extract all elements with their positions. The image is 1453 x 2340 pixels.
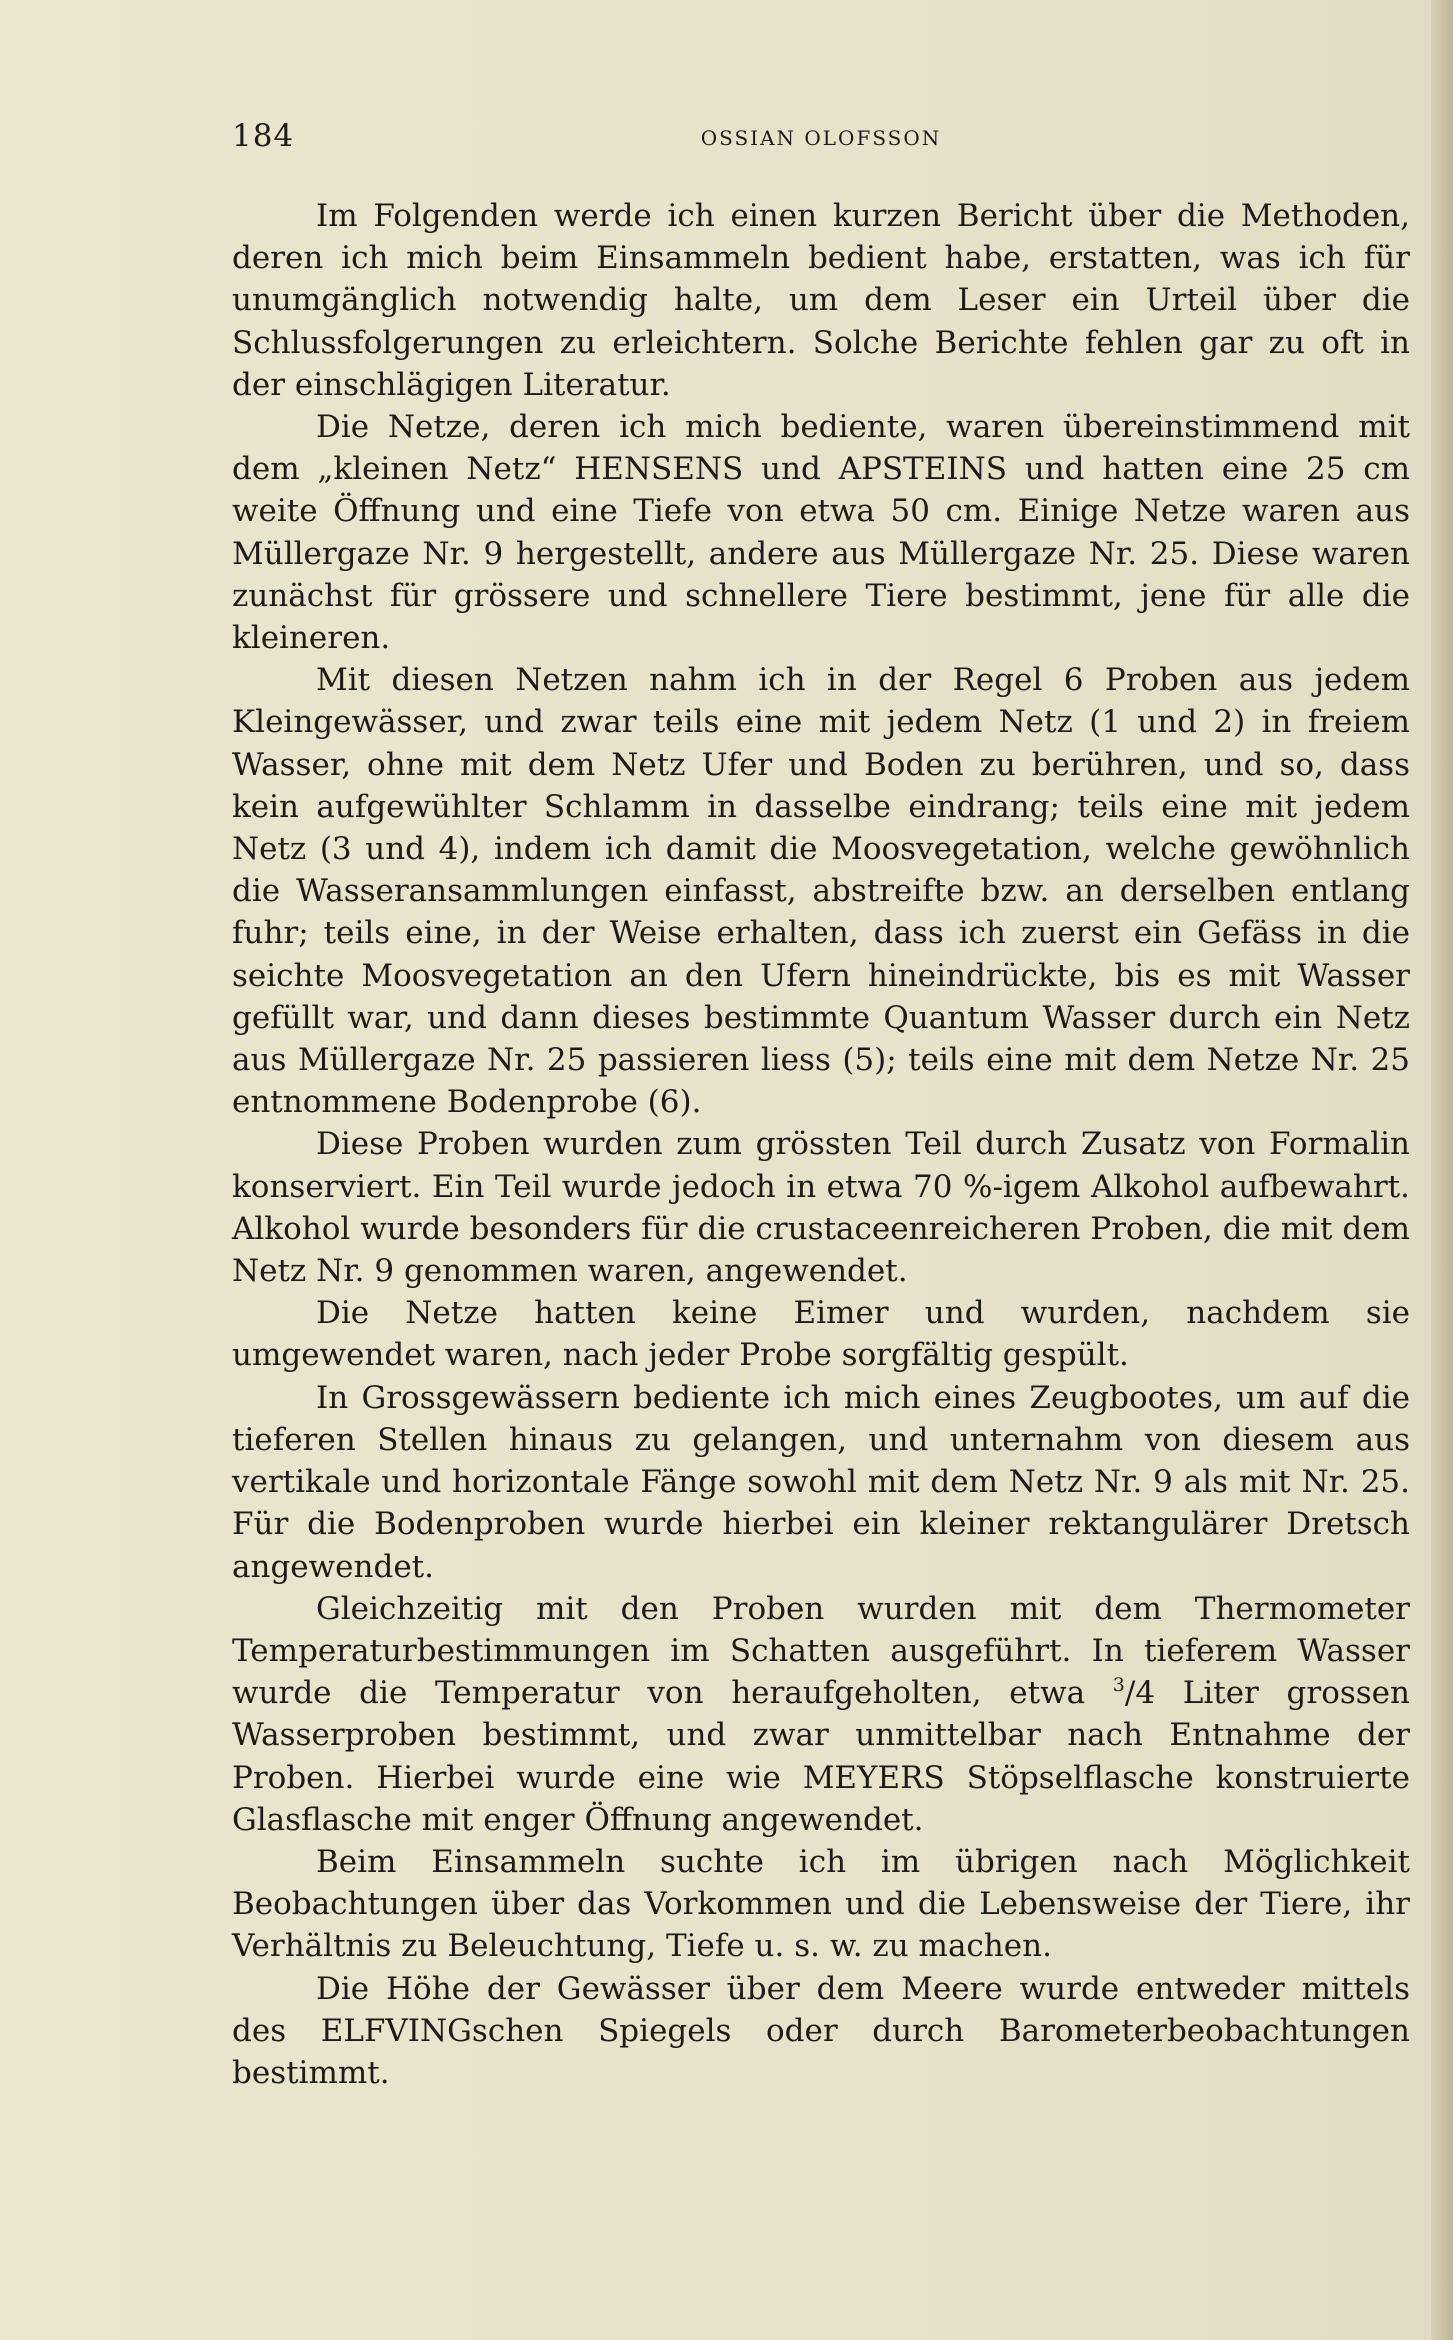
page-edge-shadow — [1431, 0, 1453, 2340]
paragraph-large-waters: In Grossgewässern bediente ich mich eines Zeugbootes, um auf die tieferen Stellen hinaus zu gelangen, und unternahm von diesem aus vertikale und horizontale Fänge sowohl mit dem Netz Nr. 9 als mit Nr. 25. Für die Bodenproben wurde hierbei ein kleiner rektangulärer Dretsch angewendet. — [232, 1379, 1410, 1585]
page-header — [232, 118, 1410, 158]
page-number: 184 — [232, 118, 295, 154]
paragraph-sampling: Mit diesen Netzen nahm ich in der Regel 6 Proben aus jedem Kleingewässer, und zwar teils eine mit jedem Netz (1 und 2) in freiem Wasser, ohne mit dem Netz Ufer und Boden zu berühren, und so, dass kein aufgewühlter Schlamm in dasselbe eindrang; teils eine mit jedem Netz (3 und 4), indem ich damit die Moosvegetation, welche gewöhnlich die Wasseransammlungen einfasst, abstreifte bzw. an derselben entlang fuhr; teils eine, in der Weise erhalten, dass ich zuerst ein Gefäss in die seichte Moosvegetation an den Ufern hineindrückte, bis es mit Wasser gefüllt war, und dann dieses bestimmte Quantum Wasser durch ein Netz aus Müllergaze Nr. 25 passieren liess (5); teils eine mit dem Netze Nr. 25 entnommene Bodenprobe (6). — [232, 662, 1410, 1121]
paragraph-intro: Im Folgenden werde ich einen kurzen Bericht über die Methoden, deren ich mich beim Einsammeln bedient habe, erstatten, was ich für unumgänglich notwendig halte, um dem Leser ein Urteil über die Schlussfolgerungen zu erleichtern. Solche Berichte fehlen gar zu oft in der einschlägigen Literatur. — [232, 198, 1410, 403]
paragraph-rinsing: Die Netze hatten keine Eimer und wurden, nachdem sie umgewendet waren, nach jeder Probe sorgfältig gespült. — [232, 1295, 1410, 1374]
running-title: OSSIAN OLOFSSON — [700, 126, 942, 150]
temperature-text-end: Liter grossen Wasserproben bestimmt, und zwar unmittelbar nach Entnahme der Proben. Hierbei wurde eine wie MEYERS Stöpselflasche konstruierte Glasflasche mit enger Öffnung angewendet. — [232, 1675, 1410, 1838]
paragraph-nets: Die Netze, deren ich mich bediente, waren übereinstimmend mit dem „kleinen Netz“ HENSENS und APSTEINS und hatten eine 25 cm weite Öffnung und eine Tiefe von etwa 50 cm. Einige Netze waren aus Müllergaze Nr. 9 hergestellt, andere aus Müllergaze Nr. 25. Diese waren zunächst für grössere und schnellere Tiere bestimmt, jene für alle die kleineren. — [232, 409, 1410, 657]
body-text — [232, 195, 1410, 2094]
paragraph-altitude: Die Höhe der Gewässer über dem Meere wurde entweder mittels des ELFVINGschen Spiegels oder durch Barometerbeobachtungen bestimmt. — [232, 1970, 1410, 2091]
paragraph-observations: Beim Einsammeln suchte ich im übrigen nach Möglichkeit Beobachtungen über das Vorkommen und die Lebensweise der Tiere, ihr Verhältnis zu Beleuchtung, Tiefe u. s. w. zu machen. — [232, 1843, 1410, 1965]
temperature-text-start: Gleichzeitig mit den Proben wurden mit dem Thermometer Temperaturbestimmungen im Schatten ausgeführt. In tieferem Wasser wurde die Temperatur von heraufgeholten, etwa — [232, 1590, 1410, 1712]
fraction-numerator: 3 — [1112, 1674, 1125, 1697]
paragraph-preservation: Diese Proben wurden zum grössten Teil durch Zusatz von Formalin konserviert. Ein Teil wurde jedoch in etwa 70 %-igem Alkohol aufbewahrt. Alkohol wurde besonders für die crustaceenreicheren Proben, die mit dem Netz Nr. 9 genommen waren, angewendet. — [232, 1126, 1410, 1290]
paragraph-temperature — [232, 1588, 1410, 1841]
fraction-denominator: /4 — [1124, 1675, 1156, 1712]
